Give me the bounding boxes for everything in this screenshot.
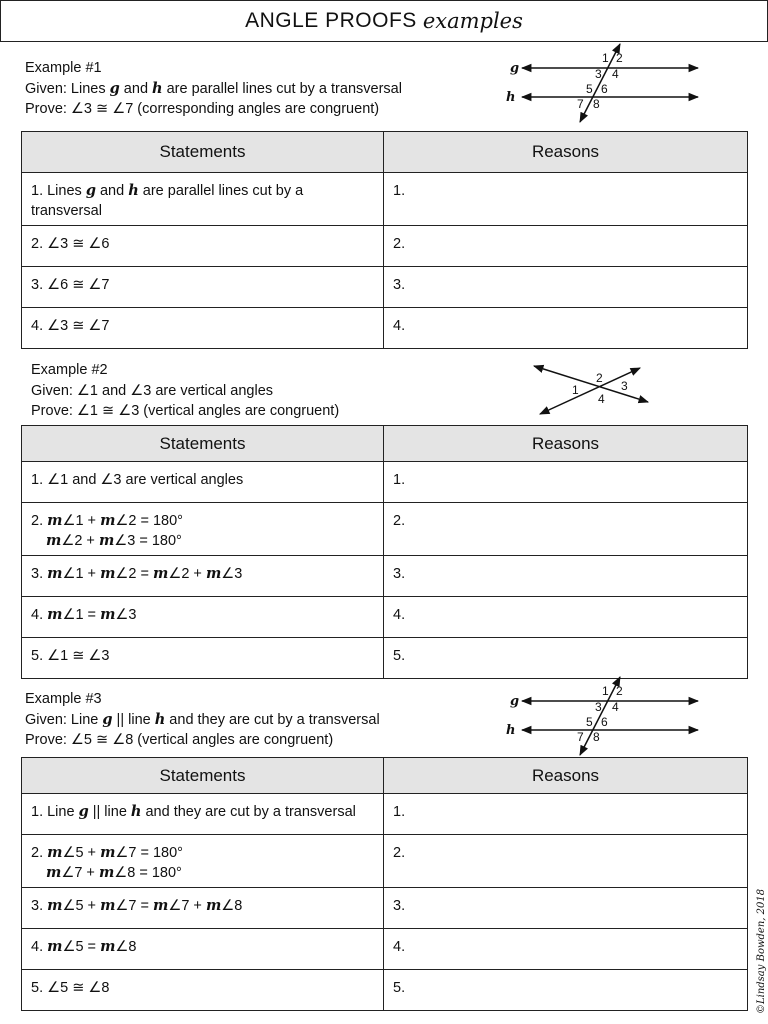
measure-symbol: m: [100, 897, 116, 914]
angle-label-2: 2: [596, 371, 603, 385]
table-row: [22, 888, 748, 929]
statement-cell: [22, 173, 384, 226]
statement-text: and: [95, 183, 129, 199]
angle-label-3: 3: [621, 379, 628, 393]
reasons-header: Reasons: [384, 758, 748, 794]
measure-symbol: m: [47, 565, 63, 582]
given-text: and: [119, 80, 153, 97]
angle-label-7: 7: [577, 97, 584, 111]
reasons-header: Reasons: [384, 132, 748, 173]
line-label-h: h: [506, 723, 516, 738]
angle-label-4: 4: [612, 67, 619, 81]
statement-text: are parallel lines cut by a transversal: [31, 183, 304, 219]
statement-text: 1. Lines: [31, 183, 86, 199]
angle-label-1: 1: [572, 383, 579, 397]
statement-cell: [22, 794, 384, 835]
line-h-var: h: [152, 79, 163, 97]
measure-symbol: m: [100, 938, 116, 955]
line-h-var: h: [154, 710, 166, 728]
statement-cell: [22, 503, 384, 556]
statement-number: 3.: [31, 898, 48, 914]
reason-cell[interactable]: 2.: [384, 503, 748, 556]
measure-symbol: m: [153, 897, 169, 914]
table-row: [22, 503, 748, 556]
line-g-var: g: [102, 710, 113, 728]
statements-header: Statements: [22, 426, 384, 462]
table-row: [22, 597, 748, 638]
statement-text: ∠8: [221, 898, 243, 914]
statement-number: 2.: [31, 845, 48, 861]
reason-cell[interactable]: 4.: [384, 929, 748, 970]
title-main: ANGLE PROOFS: [245, 9, 417, 32]
angle-label-4: 4: [612, 700, 619, 714]
title-script: examples: [422, 9, 523, 33]
measure-symbol: m: [47, 938, 63, 955]
statement-text: ∠7 =: [115, 898, 153, 914]
reason-cell[interactable]: 1.: [384, 462, 748, 503]
table-row: [22, 556, 748, 597]
statement-text: 1. Line: [31, 804, 79, 820]
line-h-var: h: [130, 803, 142, 820]
example1-given-block: [25, 58, 402, 120]
table-row: [22, 267, 748, 308]
line-g-var: g: [78, 803, 89, 820]
statement-text: ∠2 = 180°: [115, 513, 183, 529]
reason-cell[interactable]: 5.: [384, 970, 748, 1011]
reason-cell[interactable]: 3.: [384, 556, 748, 597]
example2-prove: Prove: ∠1 ≅ ∠3 (vertical angles are congruent): [31, 403, 340, 419]
table-header-row: [22, 758, 748, 794]
table-header-row: [22, 132, 748, 173]
measure-symbol: m: [46, 864, 62, 881]
angle-label-8: 8: [593, 97, 600, 111]
angle-label-1: 1: [602, 51, 609, 65]
example3-prove: Prove: ∠5 ≅ ∠8 (vertical angles are congruent): [25, 732, 334, 748]
example1-given: [25, 79, 402, 100]
angle-label-1: 1: [602, 684, 609, 698]
measure-symbol: m: [47, 844, 63, 861]
measure-symbol: m: [98, 532, 115, 549]
statement-text: ∠5 =: [62, 939, 101, 955]
example2-given: Given: ∠1 and ∠3 are vertical angles: [31, 382, 274, 399]
line-label-g: g: [510, 61, 520, 76]
reason-cell[interactable]: 4.: [384, 308, 748, 349]
proof-table-3: [21, 757, 748, 1011]
measure-symbol: m: [100, 512, 116, 529]
page-title: [0, 0, 768, 42]
statement-text: ∠3: [221, 566, 243, 582]
example3-label: Example #3: [25, 691, 102, 707]
example1-label: Example #1: [25, 60, 102, 76]
measure-symbol: m: [205, 897, 222, 914]
measure-symbol: m: [100, 565, 116, 582]
proof-table-1: [21, 131, 748, 349]
example3-given: [25, 710, 380, 731]
example2-label: Example #2: [31, 362, 108, 378]
statement-text: ∠1 +: [62, 566, 101, 582]
statement-text: ∠7 +: [168, 898, 206, 914]
statement-text: ∠3: [115, 607, 137, 623]
reason-cell[interactable]: 2.: [384, 835, 748, 888]
statement-number: 4.: [31, 607, 48, 623]
statement-number: 3.: [31, 566, 48, 582]
statement-text: ∠2 +: [168, 566, 206, 582]
angle-label-5: 5: [586, 82, 593, 96]
measure-symbol: m: [98, 864, 115, 881]
statement-text: ∠5 +: [62, 898, 101, 914]
table-row: [22, 226, 748, 267]
table-row: [22, 835, 748, 888]
table-row: [22, 638, 748, 679]
angle-label-5: 5: [586, 715, 593, 729]
reason-cell[interactable]: 5.: [384, 638, 748, 679]
statements-header: Statements: [22, 758, 384, 794]
statement-cell: 4. ∠3 ≅ ∠7: [22, 308, 384, 349]
statement-number: 4.: [31, 939, 48, 955]
measure-symbol: m: [100, 606, 116, 623]
reason-cell[interactable]: 1.: [384, 794, 748, 835]
angle-label-3: 3: [595, 700, 602, 714]
statement-cell: 5. ∠1 ≅ ∠3: [22, 638, 384, 679]
statement-cell: [22, 929, 384, 970]
statement-text: ∠2 +: [61, 533, 99, 549]
statement-cell: 3. ∠6 ≅ ∠7: [22, 267, 384, 308]
angle-label-6: 6: [601, 82, 608, 96]
angle-label-3: 3: [595, 67, 602, 81]
angle-label-8: 8: [593, 730, 600, 744]
statement-text: ∠5 +: [62, 845, 101, 861]
table-header-row: [22, 426, 748, 462]
reason-cell[interactable]: 1.: [384, 173, 748, 226]
table-row: [22, 794, 748, 835]
angle-label-2: 2: [616, 51, 623, 65]
measure-symbol: m: [47, 606, 63, 623]
given-text: Given: Line: [25, 711, 103, 728]
angle-label-7: 7: [577, 730, 584, 744]
reason-cell[interactable]: 3.: [384, 267, 748, 308]
parallel-lines-figure-1: [502, 44, 702, 124]
line-g-var: g: [85, 182, 96, 199]
example2-given-block: [31, 360, 339, 422]
table-row: [22, 308, 748, 349]
statement-cell: 2. ∠3 ≅ ∠6: [22, 226, 384, 267]
statement-cell: [22, 597, 384, 638]
table-row: [22, 970, 748, 1011]
line-h-var: h: [128, 182, 139, 199]
given-text: and they are cut by a transversal: [165, 711, 380, 728]
measure-symbol: m: [47, 512, 63, 529]
line-g-var: g: [109, 79, 120, 97]
statements-header: Statements: [22, 132, 384, 173]
parallel-lines-figure-3: [502, 677, 702, 757]
angle-label-4: 4: [598, 392, 605, 406]
statement-text: ∠7 +: [61, 865, 99, 881]
line-label-h: h: [506, 90, 516, 105]
measure-symbol: m: [153, 565, 169, 582]
measure-symbol: m: [100, 844, 116, 861]
table-row: [22, 929, 748, 970]
statement-text: ∠1 =: [62, 607, 101, 623]
statement-text: ∠2 =: [115, 566, 153, 582]
statement-cell: [22, 556, 384, 597]
statement-text: ∠1 +: [62, 513, 101, 529]
proof-table-2: [21, 425, 748, 679]
statement-cell: [22, 835, 384, 888]
reason-cell[interactable]: 4.: [384, 597, 748, 638]
example1-prove: Prove: ∠3 ≅ ∠7 (corresponding angles are congruent): [25, 101, 380, 117]
measure-symbol: m: [46, 532, 62, 549]
given-text: are parallel lines cut by a transversal: [162, 80, 402, 97]
table-row: [22, 173, 748, 226]
copyright-text: ©Lindsay Bowden, 2018: [756, 888, 767, 1014]
measure-symbol: m: [47, 897, 63, 914]
line-label-g: g: [510, 694, 520, 709]
statement-number: 2.: [31, 513, 48, 529]
angle-label-6: 6: [601, 715, 608, 729]
given-text: Given: Lines: [25, 80, 110, 97]
reasons-header: Reasons: [384, 426, 748, 462]
statement-cell: [22, 888, 384, 929]
statement-cell: 5. ∠5 ≅ ∠8: [22, 970, 384, 1011]
statement-cell: 1. ∠1 and ∠3 are vertical angles: [22, 462, 384, 503]
statement-text: ∠8: [115, 939, 137, 955]
vertical-angles-figure: [530, 362, 654, 418]
statement-text: || line: [88, 804, 131, 820]
example3-given-block: [25, 689, 380, 751]
given-text: || line: [112, 711, 155, 728]
statement-text: and they are cut by a transversal: [141, 804, 356, 820]
angle-label-2: 2: [616, 684, 623, 698]
table-row: [22, 462, 748, 503]
reason-cell[interactable]: 3.: [384, 888, 748, 929]
statement-text: ∠3 = 180°: [114, 533, 182, 549]
statement-text: ∠7 = 180°: [115, 845, 183, 861]
statement-text: ∠8 = 180°: [114, 865, 182, 881]
measure-symbol: m: [205, 565, 222, 582]
reason-cell[interactable]: 2.: [384, 226, 748, 267]
